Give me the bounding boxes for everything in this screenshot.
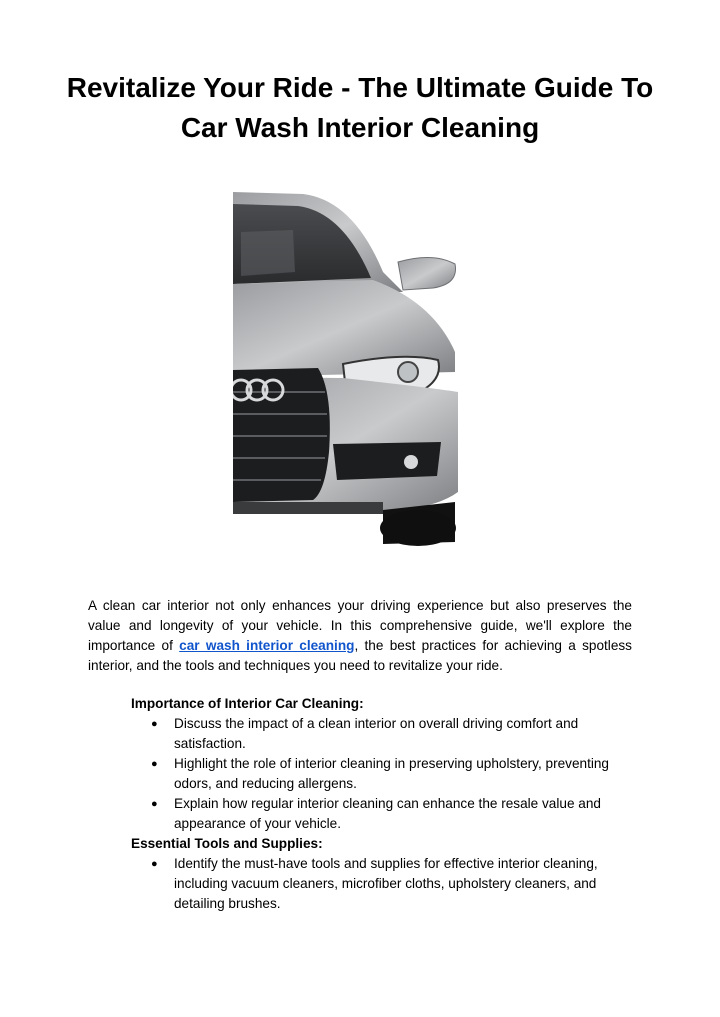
list-item <box>131 714 639 754</box>
bullet-icon: ● <box>151 718 158 730</box>
car-wash-interior-cleaning-link[interactable]: car wash interior cleaning <box>179 638 355 653</box>
bullet-icon: ● <box>151 798 158 810</box>
bullet-icon: ● <box>151 758 158 770</box>
list-item-text: Identify the must-have tools and supplies for effective interior cleaning, including vacuum cleaners, microfiber cloths, upholstery cleaners, and detailing brushes. <box>174 856 598 911</box>
list-item-text: Discuss the impact of a clean interior on overall driving comfort and satisfaction. <box>174 716 579 751</box>
intro-paragraph <box>88 596 632 676</box>
list-item <box>131 754 639 794</box>
bullet-list <box>131 854 651 914</box>
list-item <box>131 854 639 914</box>
section-importance <box>131 694 651 834</box>
section-tools <box>131 834 651 914</box>
bullet-list <box>131 714 651 834</box>
list-item-text: Highlight the role of interior cleaning in preserving upholstery, preventing odors, and reducing allergens. <box>174 756 609 791</box>
bullet-icon: ● <box>151 858 158 870</box>
section-heading: Essential Tools and Supplies: <box>131 836 323 851</box>
car-front-icon <box>233 192 463 558</box>
section-heading: Importance of Interior Car Cleaning: <box>131 696 364 711</box>
list-item-text: Explain how regular interior cleaning can enhance the resale value and appearance of your vehicle. <box>174 796 601 831</box>
list-item <box>131 794 639 834</box>
page-title: Revitalize Your Ride - The Ultimate Guide To Car Wash Interior Cleaning <box>66 72 654 143</box>
car-image <box>233 192 463 558</box>
intro-text-after: , the best practices for achieving a spotless interior, and the tools and techniques you need to revitalize your ride. <box>88 638 632 673</box>
intro-text-before: A clean car interior not only enhances your driving experience but also preserves the value and longevity of your vehicle. In this comprehensive guide, we'll explore the importance of <box>88 598 632 653</box>
